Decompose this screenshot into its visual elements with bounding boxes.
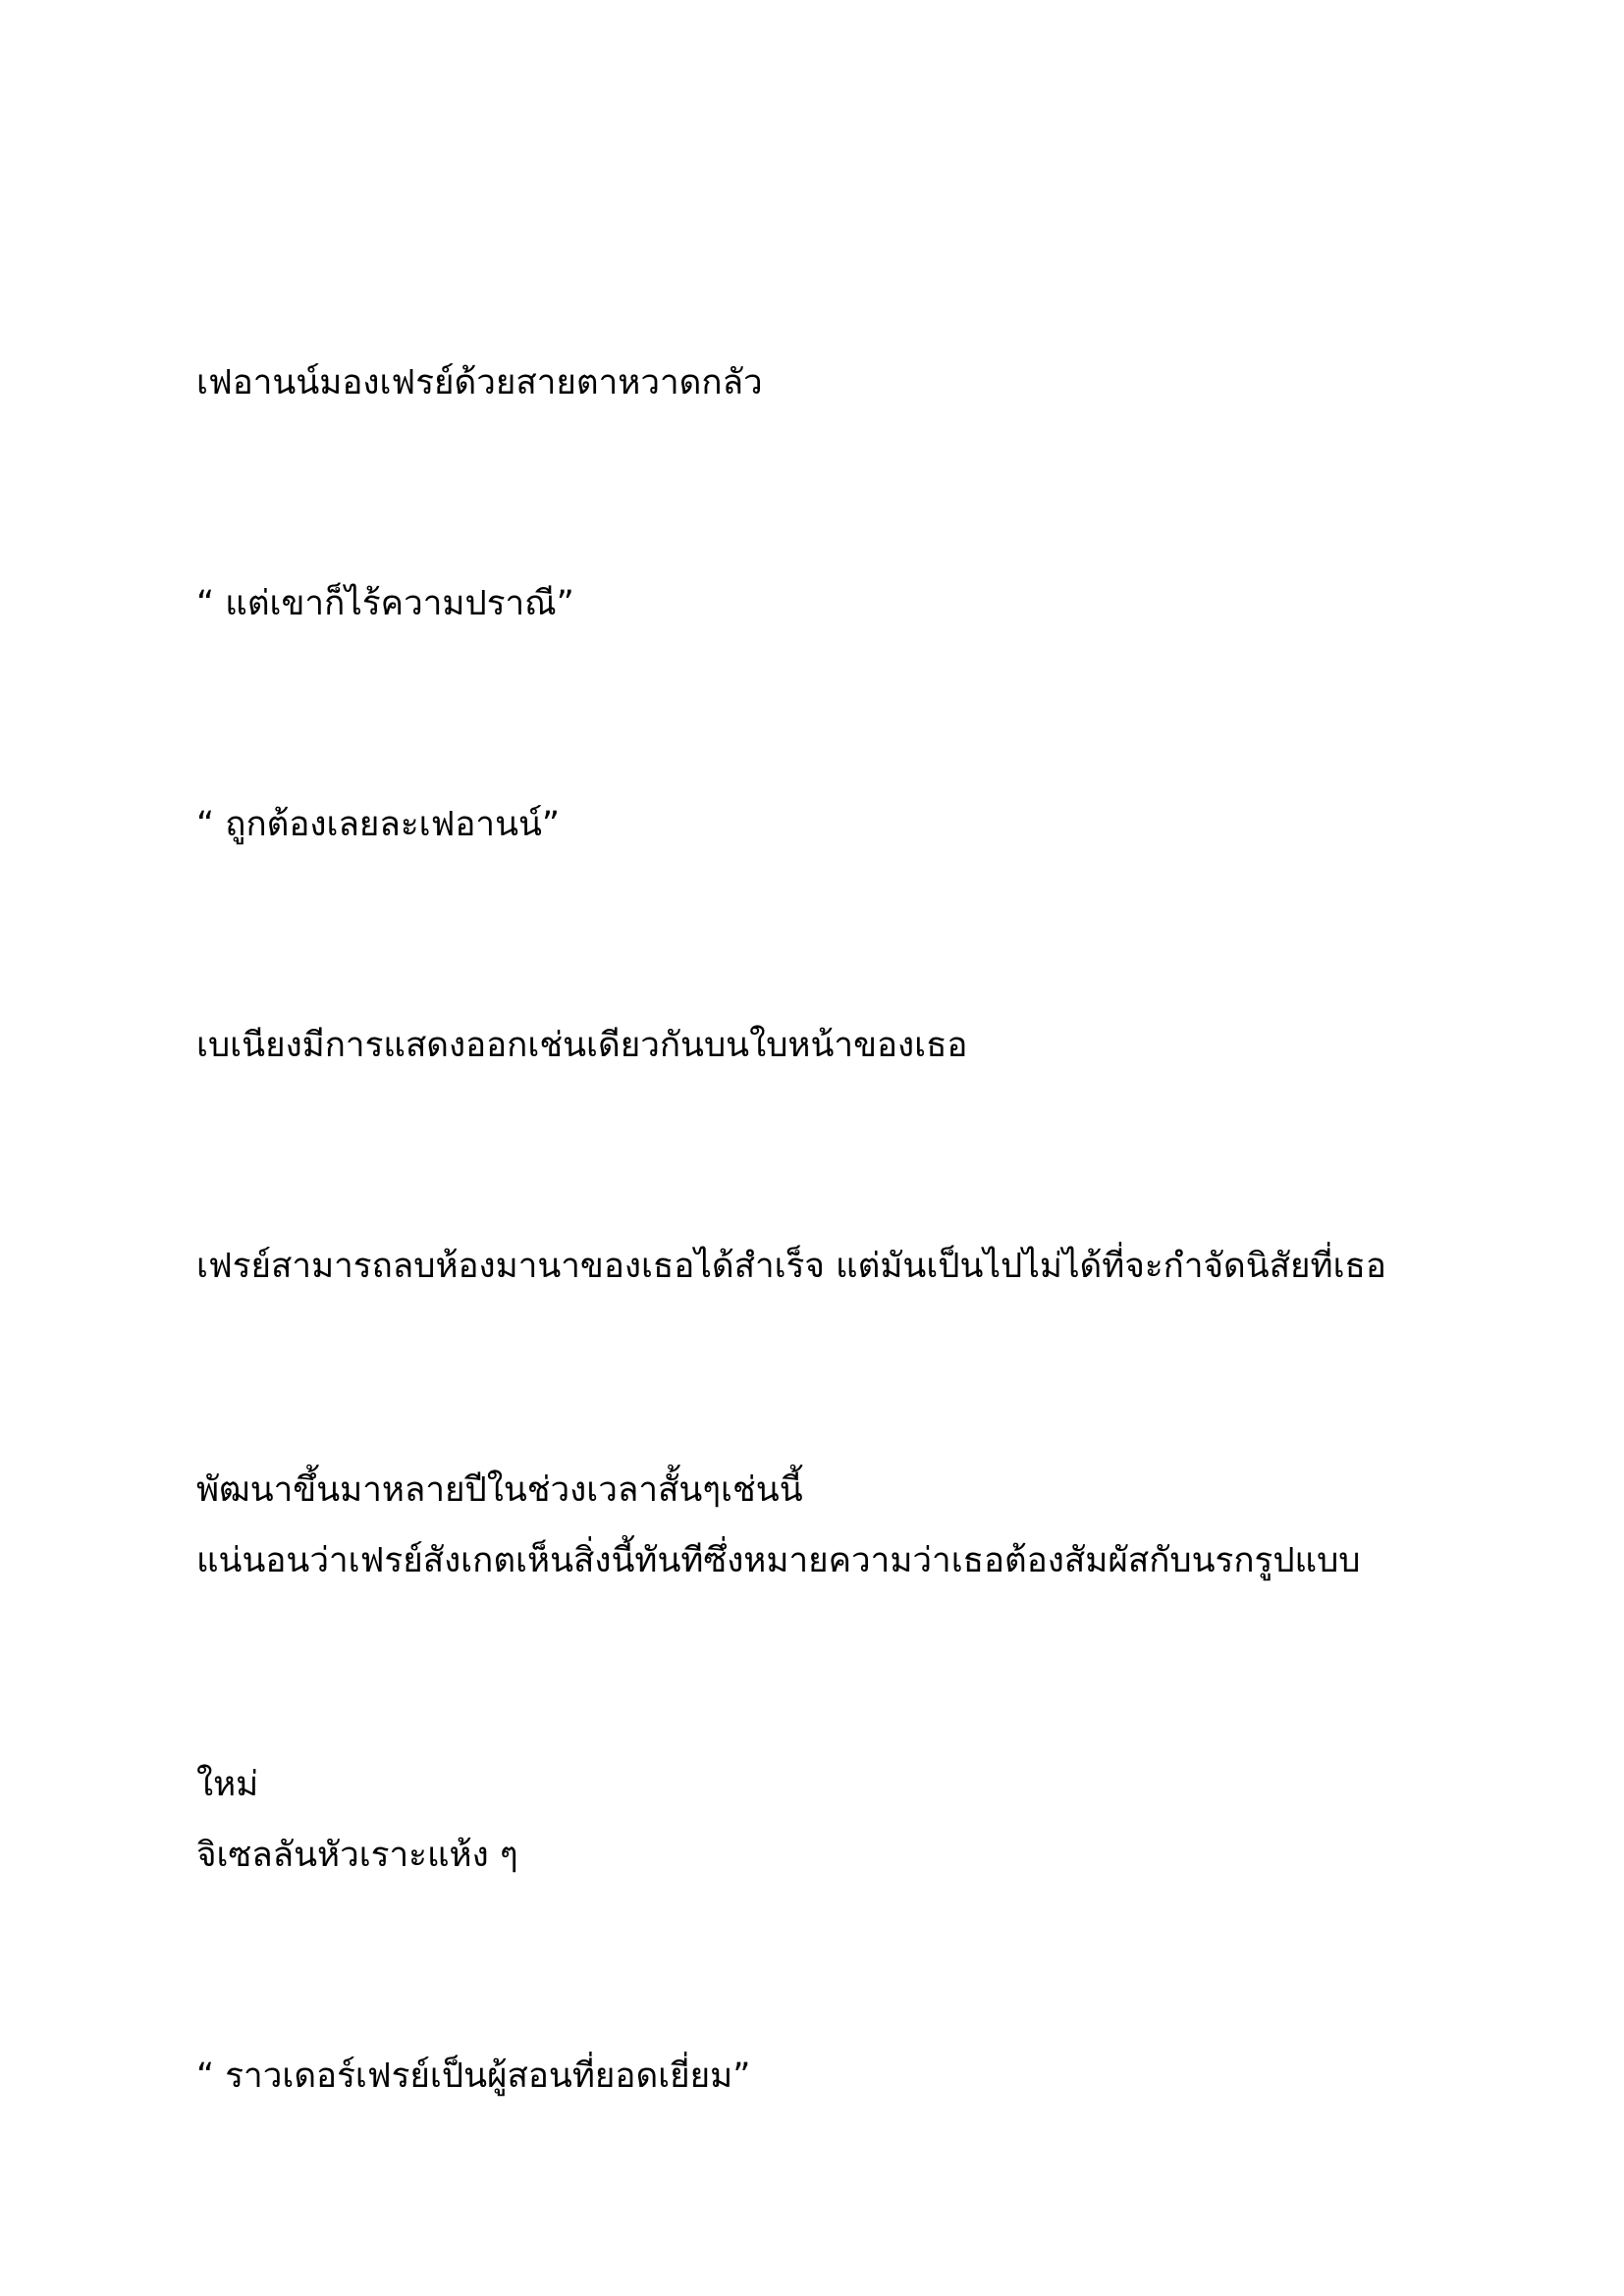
paragraph-7-line-1: จิเซลลันหัวเราะแห้ง ๆ	[196, 1836, 518, 1875]
paragraph-3-line-1: “ ถูกต้องเลยละเฟอานน์”	[196, 805, 561, 844]
paragraph-8	[196, 1890, 1414, 2263]
paragraph-5-line-1: เฟรย์สามารถลบห้องมานาของเธอได้สำเร็จ แต่มันเป็นไปไม่ได้ที่จะกำจัดนิสัยที่เธอ	[196, 1247, 1386, 1286]
paragraph-4-line-1: เบเนียงมีการแสดงออกเช่นเดียวกันบนใบหน้าของเธอ	[196, 1026, 968, 1065]
paragraph-6-line-2: ใหม่	[196, 1765, 259, 1804]
paragraph-1-line-1: เฟอานน์มองเฟรย์ด้วยสายตาหวาดกลัว	[196, 363, 763, 402]
paragraph-8-line-1: “ ราวเดอร์เฟรย์เป็นผู้สอนที่ยอดเยี่ยม”	[196, 2056, 751, 2096]
paragraph-5-line-2: พัฒนาขึ้นมาหลายปีในช่วงเวลาสั้นๆเช่นนี้	[196, 1470, 803, 1510]
paragraph-6-line-1: แน่นอนว่าเฟรย์สังเกตเห็นสิ่งนี้ทันทีซึ่งหมายความว่าเธอต้องสัมผัสกับนรกรูปแบบ	[196, 1541, 1361, 1580]
paragraph-2-line-1: “ แต่เขาก็ไร้ความปราณี”	[196, 584, 574, 623]
